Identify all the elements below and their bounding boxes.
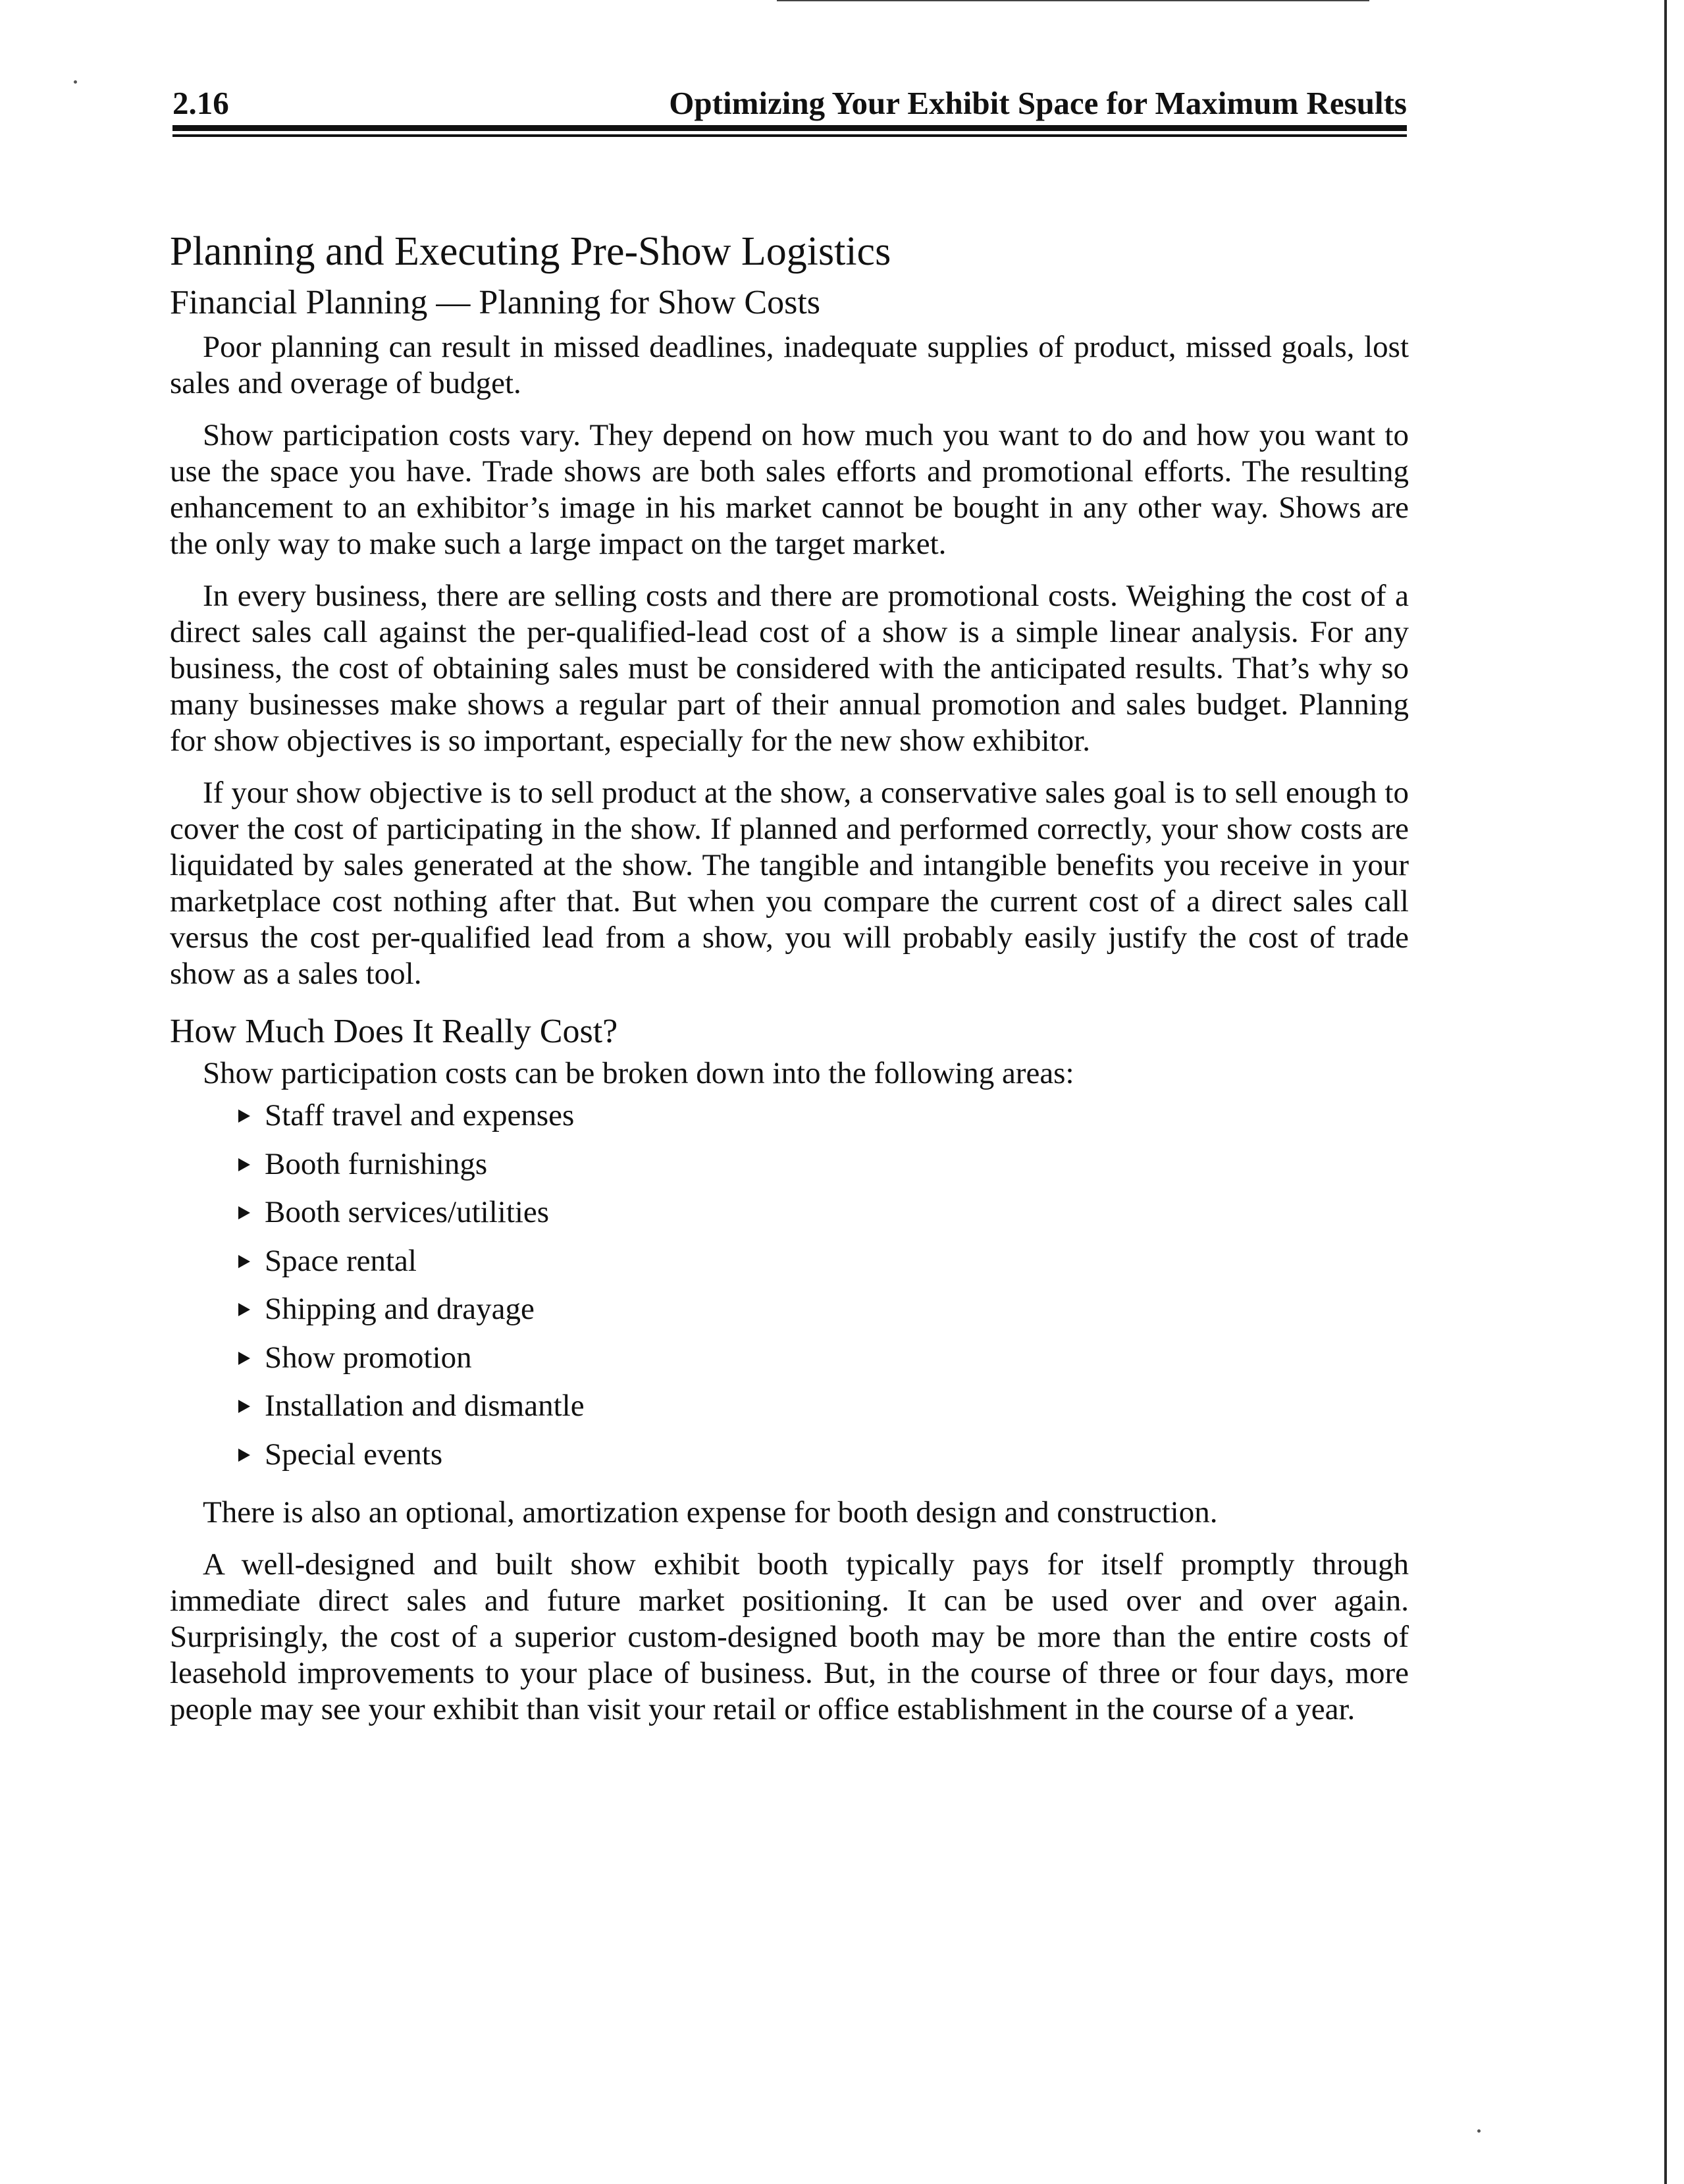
cost-areas-list xyxy=(170,1092,1409,1479)
body-paragraph: In every business, there are selling costs and there are promotional costs. Weighing the cost of a direct sales call against the per-qualified-lead cost of a show is a simple linear analysis. For any business, the cost of obtaining sales must be considered with the anticipated results. That’s why so many businesses make shows a regular part of their annual promotion and sales budget. Planning for show objectives is so important, especially for the new show exhibitor. xyxy=(170,579,1409,758)
triangle-bullet-icon xyxy=(238,1449,250,1462)
header-rule xyxy=(172,125,1407,131)
list-item: Shipping and drayage xyxy=(170,1285,1409,1334)
triangle-bullet-icon xyxy=(238,1352,250,1365)
scan-speck xyxy=(1477,2129,1481,2133)
page-content xyxy=(170,224,1409,1744)
page-edge-shadow xyxy=(1664,0,1667,2184)
subsection-heading: Financial Planning — Planning for Show Costs xyxy=(170,284,820,321)
subsection-heading: How Much Does It Really Cost? xyxy=(170,1013,618,1050)
list-item: Special events xyxy=(170,1431,1409,1479)
list-item: Staff travel and expenses xyxy=(170,1092,1409,1140)
body-paragraph: If your show objective is to sell product at the show, a conservative sales goal is to sell enough to cover the cost of participating in the show. If planned and performed correctly, your show costs are liquidated by sales generated at the show. The tangible and intangible benefits you receive in your marketplace cost nothing after that. But when you compare the current cost of a direct sales call versus the cost per-qualified lead from a show, you will probably easily justify the cost of trade show as a sales tool. xyxy=(170,776,1409,991)
triangle-bullet-icon xyxy=(238,1206,250,1219)
running-title: Optimizing Your Exhibit Space for Maximum Results xyxy=(669,85,1407,121)
section-heading: Planning and Executing Pre-Show Logistics xyxy=(170,229,891,274)
body-paragraph: Show participation costs vary. They depend on how much you want to do and how you want to use the space you have. Trade shows are both sales efforts and promotional efforts. The resulting enhancement to an exhibitor’s image in his market cannot be bought in any other way. Shows are the only way to make such a large impact on the target market. xyxy=(170,418,1409,561)
header-rule xyxy=(172,134,1407,137)
list-item: Booth furnishings xyxy=(170,1140,1409,1189)
body-paragraph: A well-designed and built show exhibit booth typically pays for itself promptly through immediate direct sales and future market positioning. It can be used over and over again. Surprisingly, the cost of a superior custom-designed booth may be more than the entire costs of leasehold improvements to your place of business. But, in the course of three or four days, more people may see your exhibit than visit your retail or office establishment in the course of a year. xyxy=(170,1547,1409,1726)
list-item: Booth services/utilities xyxy=(170,1188,1409,1237)
triangle-bullet-icon xyxy=(238,1158,250,1171)
body-paragraph: Poor planning can result in missed deadlines, inadequate supplies of product, missed goals, lost sales and overage of budget. xyxy=(170,330,1409,400)
page-number: 2.16 xyxy=(172,85,229,121)
triangle-bullet-icon xyxy=(238,1400,250,1413)
body-paragraph: Show participation costs can be broken down into the following areas: xyxy=(203,1056,1074,1090)
running-header xyxy=(172,84,1407,124)
triangle-bullet-icon xyxy=(238,1109,250,1123)
triangle-bullet-icon xyxy=(238,1255,250,1268)
scan-speck xyxy=(74,80,77,84)
list-item: Show promotion xyxy=(170,1334,1409,1383)
scan-artifact-line xyxy=(777,0,1369,1)
triangle-bullet-icon xyxy=(238,1303,250,1316)
body-paragraph: There is also an optional, amortization expense for booth design and construction. xyxy=(203,1495,1218,1530)
list-item: Installation and dismantle xyxy=(170,1382,1409,1431)
list-item: Space rental xyxy=(170,1237,1409,1286)
